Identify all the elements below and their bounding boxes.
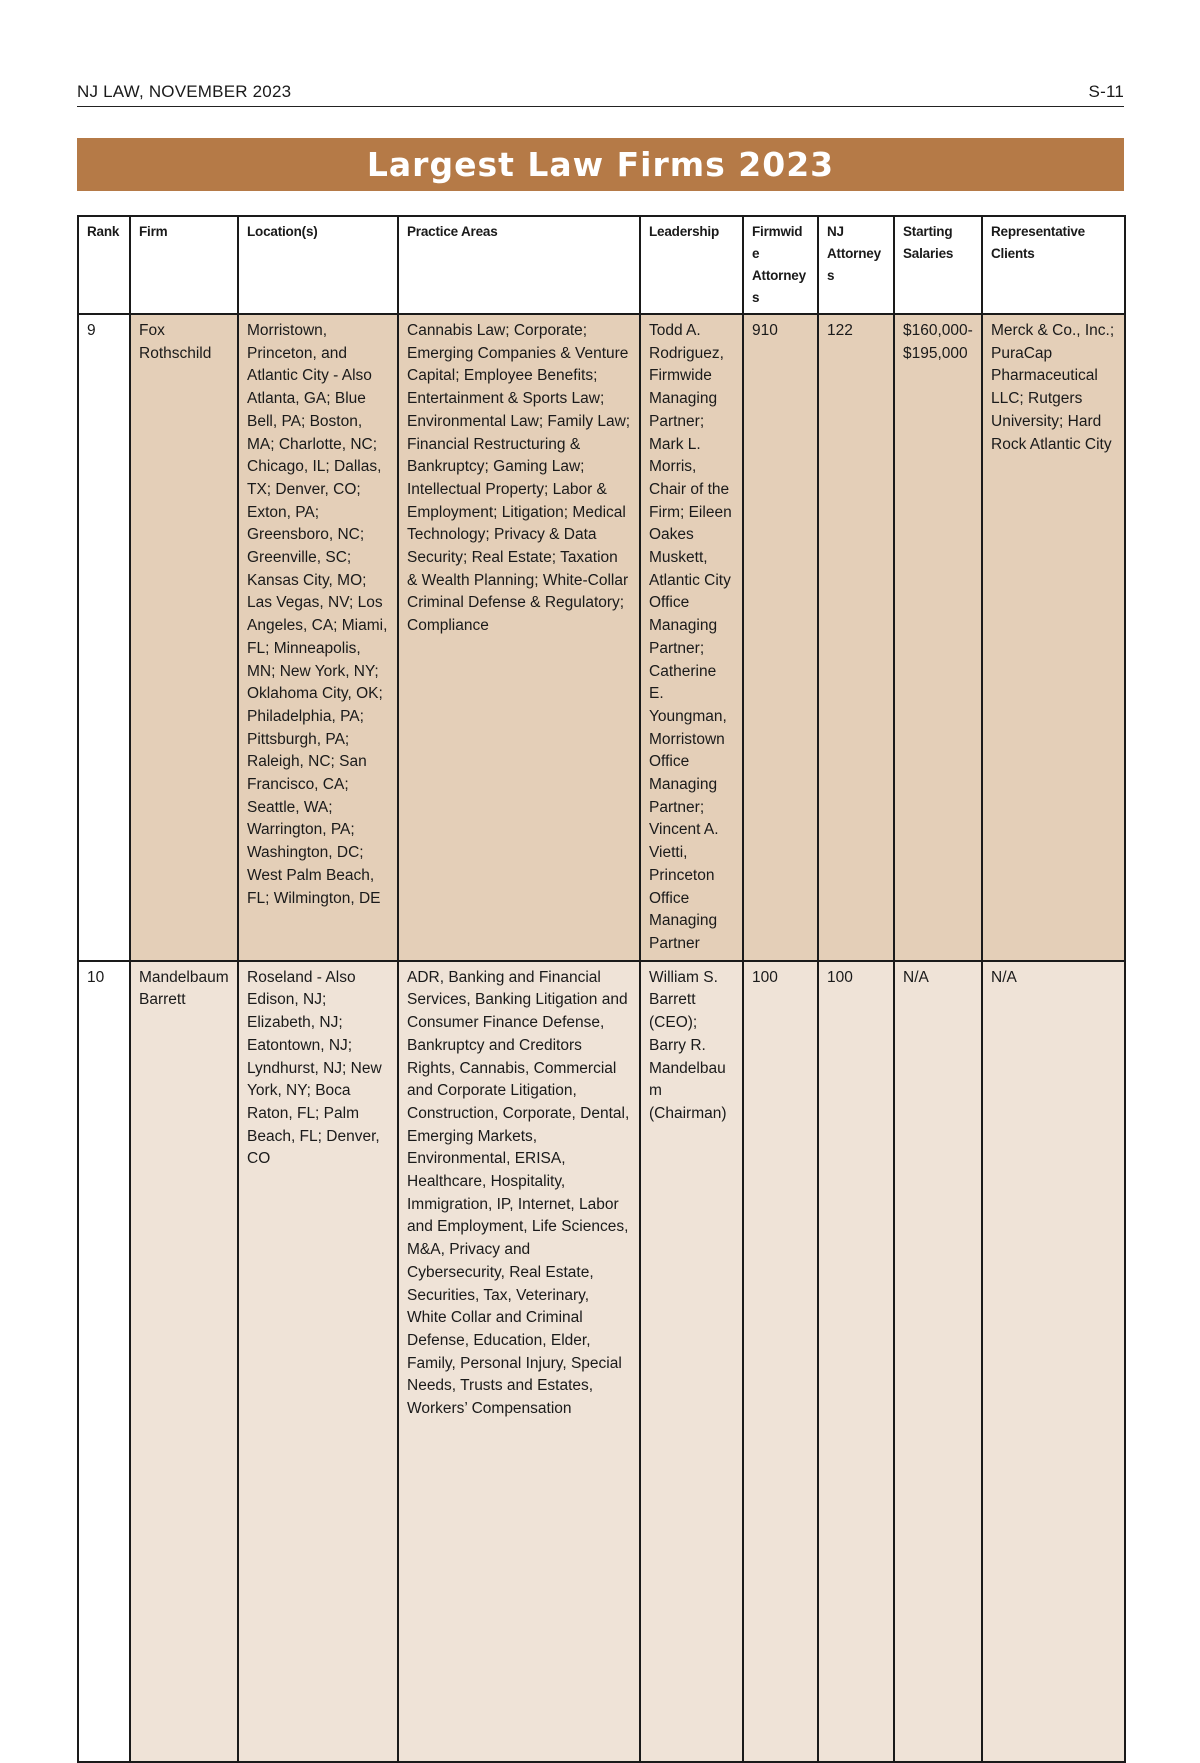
column-header-leadership: Leadership xyxy=(640,216,743,314)
cell-representative-clients: Merck & Co., Inc.; PuraCap Pharmaceutical LLC; Rutgers University; Hard Rock Atlantic City xyxy=(982,314,1125,961)
column-header-representative-clients: Representative Clients xyxy=(982,216,1125,314)
cell-firm: Fox Rothschild xyxy=(130,314,238,961)
cell-rank: 9 xyxy=(78,314,130,961)
column-header-firmwide-attorneys: Firmwide Attorneys xyxy=(743,216,818,314)
cell-locations: Morristown, Princeton, and Atlantic City - Also Atlanta, GA; Blue Bell, PA; Boston, MA; Charlotte, NC; Chicago, IL; Dallas, TX; Denver, CO; Exton, PA; Greensboro, NC; Greenville, SC; Kansas City, MO; Las Vegas, NV; Los Angeles, CA; Miami, FL; Minneapolis, MN; New York, NY; Oklahoma City, OK; Philadelphia, PA; Pittsburgh, PA; Raleigh, NC; San Francisco, CA; Seattle, WA; Warrington, PA; Washington, DC; West Palm Beach, FL; Wilmington, DE xyxy=(238,314,398,961)
cell-practice-areas: ADR, Banking and Financial Services, Banking Litigation and Consumer Finance Defense, Bankruptcy and Creditors Rights, Cannabis, Commercial and Corporate Litigation, Construction, Corporate, Dental, Emerging Markets, Environmental, ERISA, Healthcare, Hospitality, Immigration, IP, Internet, Labor and Employment, Life Sciences, M&A, Privacy and Cybersecurity, Real Estate, Securities, Tax, Veterinary, White Collar and Criminal Defense, Education, Elder, Family, Personal Injury, Special Needs, Trusts and Estates, Workers’ Compensation xyxy=(398,961,640,1762)
cell-practice-areas: Cannabis Law; Corporate; Emerging Companies & Venture Capital; Employee Benefits; Entertainment & Sports Law; Environmental Law; Family Law; Financial Restructuring & Bankruptcy; Gaming Law; Intellectual Property; Labor & Employment; Litigation; Medical Technology; Privacy & Data Security; Real Estate; Taxation & Wealth Planning; White-Collar Criminal Defense & Regulatory; Compliance xyxy=(398,314,640,961)
page-number: S-11 xyxy=(1088,82,1124,101)
cell-rank: 10 xyxy=(78,961,130,1762)
cell-nj-attorneys: 100 xyxy=(818,961,894,1762)
column-header-nj-attorneys: NJ Attorneys xyxy=(818,216,894,314)
cell-leadership: William S. Barrett (CEO); Barry R. Mandelbaum (Chairman) xyxy=(640,961,743,1762)
cell-firmwide-attorneys: 100 xyxy=(743,961,818,1762)
cell-firm: Mandelbaum Barrett xyxy=(130,961,238,1762)
cell-starting-salaries: N/A xyxy=(894,961,982,1762)
cell-representative-clients: N/A xyxy=(982,961,1125,1762)
cell-locations: Roseland - Also Edison, NJ; Elizabeth, NJ; Eatontown, NJ; Lyndhurst, NJ; New York, NY; Boca Raton, FL; Palm Beach, FL; Denver, CO xyxy=(238,961,398,1762)
column-header-rank: Rank xyxy=(78,216,130,314)
cell-starting-salaries: $160,000-$195,000 xyxy=(894,314,982,961)
table-row xyxy=(78,314,1125,961)
column-header-locations: Location(s) xyxy=(238,216,398,314)
column-header-practice-areas: Practice Areas xyxy=(398,216,640,314)
publication-title: NJ LAW, NOVEMBER 2023 xyxy=(77,82,292,101)
table-row xyxy=(78,961,1125,1762)
law-firms-table xyxy=(77,215,1126,1763)
table-header-row xyxy=(78,216,1125,314)
column-header-starting-salaries: Starting Salaries xyxy=(894,216,982,314)
cell-leadership: Todd A. Rodriguez, Firmwide Managing Partner; Mark L. Morris, Chair of the Firm; Eileen Oakes Muskett, Atlantic City Office Managing Partner; Catherine E. Youngman, Morristown Office Managing Partner; Vincent A. Vietti, Princeton Office Managing Partner xyxy=(640,314,743,961)
cell-nj-attorneys: 122 xyxy=(818,314,894,961)
cell-firmwide-attorneys: 910 xyxy=(743,314,818,961)
table-title-banner: Largest Law Firms 2023 xyxy=(77,138,1124,191)
column-header-firm: Firm xyxy=(130,216,238,314)
page-header xyxy=(77,80,1124,107)
